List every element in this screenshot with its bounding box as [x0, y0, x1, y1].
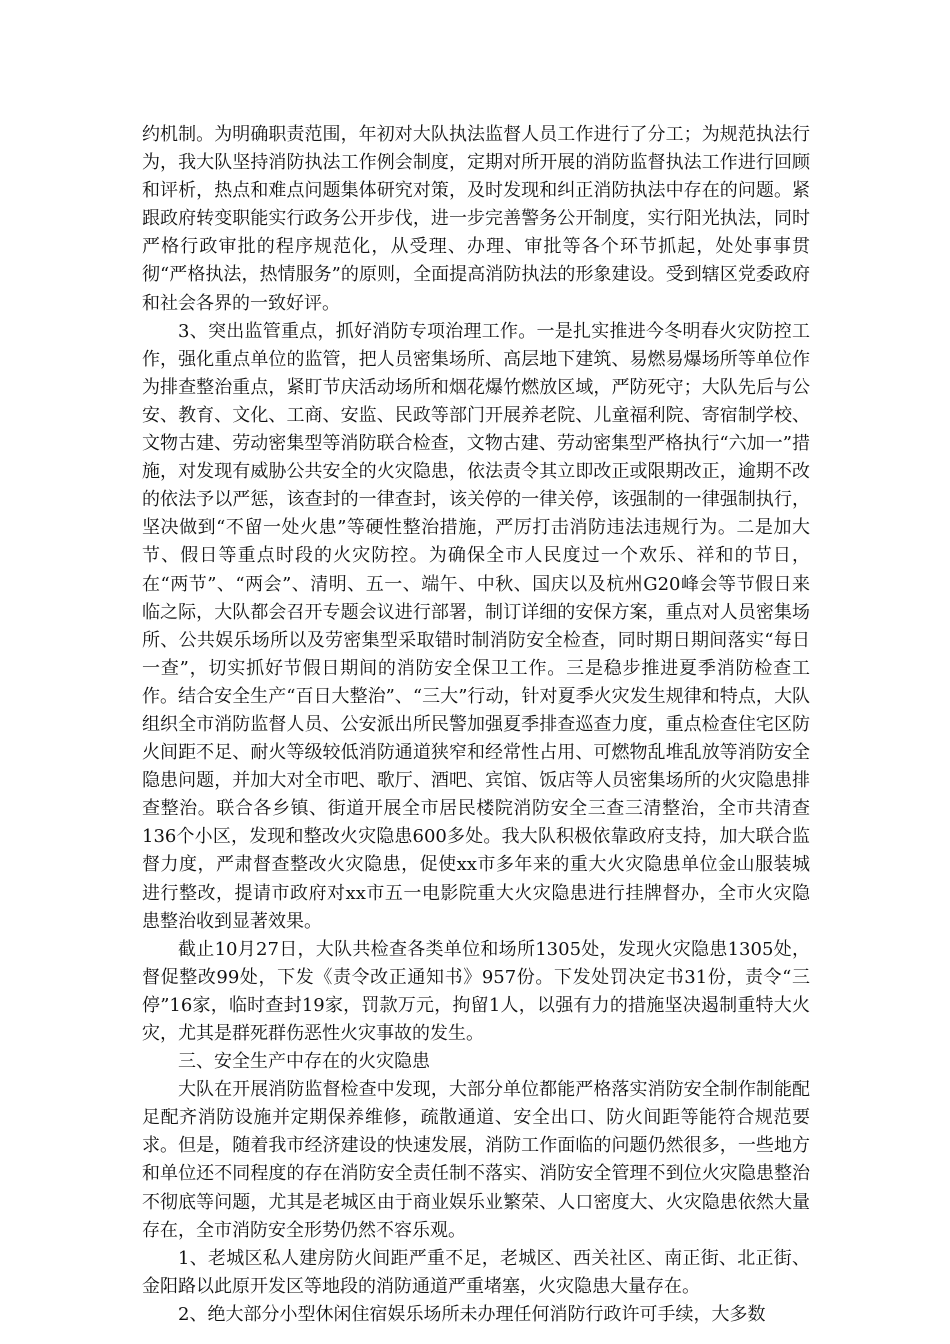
- paragraph-statistics: 截止10月27日，大队共检查各类单位和场所1305处，发现火灾隐患1305处，督促整改99处，下发《责令改正通知书》957份。下发处罚决定书31份，责令“三停”16家，临时查封19家，罚款万元，拘留1人，以强有力的措施坚决遏制重特大火灾，尤其是群死群伤恶性火灾事故的发生。: [142, 938, 810, 1044]
- document-body: [142, 121, 810, 1329]
- paragraph-issue-2: 2、绝大部分小型休闲住宿娱乐场所未办理任何消防行政许可手续，大多数: [178, 1303, 766, 1325]
- paragraph-continuation: 约机制。为明确职责范围，年初对大队执法监督人员工作进行了分工；为规范执法行为，我大队坚持消防执法工作例会制度，定期对所开展的消防监督执法工作进行回顾和评析，热点和难点问题集体研究对策，及时发现和纠正消防执法中存在的问题。紧跟政府转变职能实行政务公开步伐，进一步完善警务公开制度，实行阳光执法，同时严格行政审批的程序规范化，从受理、办理、审批等各个环节抓起，处处事事贯彻“严格执法，热情服务”的原则，全面提高消防执法的形象建设。受到辖区党委政府和社会各界的一致好评。: [142, 124, 810, 314]
- paragraph-item-3: 3、突出监管重点，抓好消防专项治理工作。一是扎实推进今冬明春火灾防控工作，强化重点单位的监管，把人员密集场所、高层地下建筑、易燃易爆场所等单位作为排查整治重点，紧盯节庆活动场所和烟花爆竹燃放区域，严防死守；大队先后与公安、教育、文化、工商、安监、民政等部门开展养老院、儿童福利院、寄宿制学校、文物古建、劳动密集型等消防联合检查，文物古建、劳动密集型严格执行“六加一”措施，对发现有威胁公共安全的火灾隐患，依法责令其立即改正或限期改正，逾期不改的依法予以严惩，该查封的一律查封，该关停的一律关停，该强制的一律强制执行，坚决做到“不留一处火患”等硬性整治措施，严厉打击消防违法违规行为。二是加大节、假日等重点时段的火灾防控。为确保全市人民度过一个欢乐、祥和的节日，在“两节”、“两会”、清明、五一、端午、中秋、国庆以及杭州G20峰会等节假日来临之际，大队都会召开专题会议进行部署，制订详细的安保方案，重点对人员密集场所、公共娱乐场所以及劳密集型采取错时制消防安全检查，同时期日期间落实“每日一查”，切实抓好节假日期间的消防安全保卫工作。三是稳步推进夏季消防检查工作。结合安全生产“百日大整治”、“三大”行动，针对夏季火灾发生规律和特点，大队组织全市消防监督人员、公安派出所民警加强夏季排查巡查力度，重点检查住宅区防火间距不足、耐火等级较低消防通道狭窄和经常性占用、可燃物乱堆乱放等消防安全隐患问题，并加大对全市吧、歌厅、酒吧、宾馆、饭店等人员密集场所的火灾隐患排查整治。联合各乡镇、街道开展全市居民楼院消防安全三查三清整治，全市共清查136个小区，发现和整改火灾隐患600多处。我大队积极依靠政府支持，加大联合监督力度，严肃督查整改火灾隐患，促使xx市多年来的重大火灾隐患单位金山服装城进行整改，提请市政府对xx市五一电影院重大火灾隐患进行挂牌督办，全市火灾隐患整治收到显著效果。: [142, 320, 810, 932]
- paragraph-issue-1: 1、老城区私人建房防火间距严重不足，老城区、西关社区、南正街、北正街、金阳路以此原开发区等地段的消防通道严重堵塞，火灾隐患大量存在。: [142, 1247, 810, 1297]
- section-heading: 三、安全生产中存在的火灾隐患: [178, 1051, 430, 1073]
- paragraph-findings: 大队在开展消防监督检查中发现，大部分单位都能严格落实消防安全制作制能配足配齐消防设施并定期保养维修，疏散通道、安全出口、防火间距等能符合规范要求。但是，随着我市经济建设的快速发展，消防工作面临的问题仍然很多，一些地方和单位还不同程度的存在消防安全责任制不落实、消防安全管理不到位火灾隐患整治不彻底等问题，尤其是老城区由于商业娱乐业繁荣、人口密度大、火灾隐患依然大量存在，全市消防安全形势仍然不容乐观。: [142, 1079, 810, 1241]
